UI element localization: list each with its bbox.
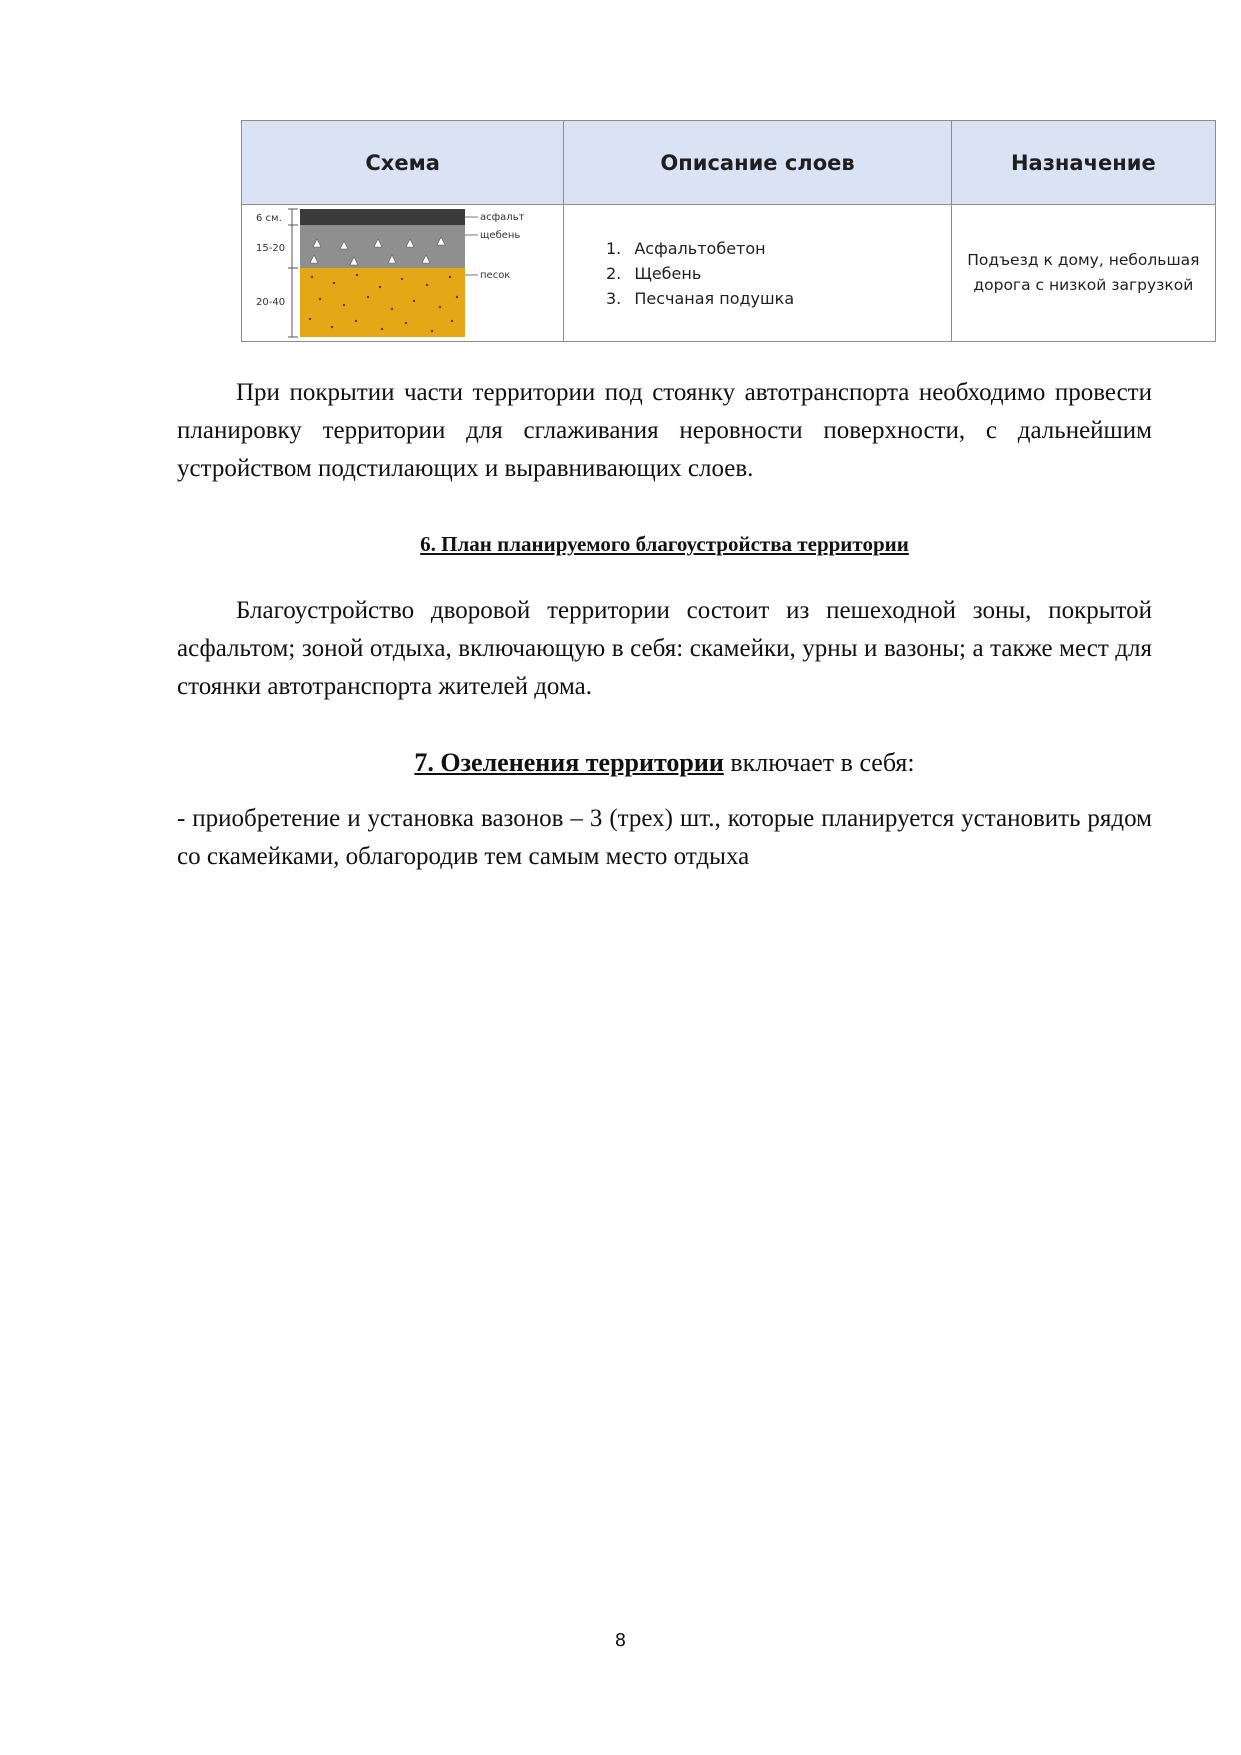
section-heading-6: 6. План планируемого благоустройства территории: [420, 532, 909, 556]
header-scheme: Схема: [242, 121, 564, 205]
gravel-layer: [300, 225, 465, 268]
paragraph-landscaping-plan: Благоустройство дворовой территории состоит из пешеходной зоны, покрытой асфальтом; зоной отдыха, включающую в себя: скамейки, урны и вазоны; а также мест для стоянки автотранспорта жителей дома.: [177, 597, 1152, 700]
road-layers-table: [241, 120, 1216, 342]
section-heading-7-title: 7. Озеленения территории: [414, 748, 724, 777]
section-heading-7-rest: включает в себя:: [723, 748, 915, 777]
layer-description-cell: [564, 205, 951, 342]
list-item: 3. Песчаная подушка: [626, 286, 950, 311]
header-purpose: Назначение: [951, 121, 1215, 205]
paragraph-planters: - приобретение и установка вазонов – 3 (трех) шт., которые планируется установить рядом со скамейками, облагородив тем самым место отдыха: [177, 805, 1152, 870]
layer-label-sand: песок: [480, 270, 511, 281]
thickness-label-gravel: 15-20: [256, 243, 286, 254]
header-layer-description: Описание слоев: [564, 121, 951, 205]
thickness-label-sand: 20-40: [256, 297, 286, 308]
layer-label-asphalt: асфальт: [480, 212, 525, 223]
table-header-row: [242, 121, 1216, 205]
list-item: 1. Асфальтобетон: [626, 236, 950, 261]
layer-label-gravel: щебень: [480, 230, 521, 241]
page-number: 8: [614, 1630, 627, 1651]
purpose-cell: Подъезд к дому, небольшая дорога с низкой загрузкой: [951, 205, 1215, 342]
scheme-cell: [242, 205, 564, 342]
asphalt-layer: [300, 209, 465, 225]
paragraph-parking-planning: При покрытии части территории под стоянку автотранспорта необходимо провести планировку территории для сглаживания неровности поверхности, с дальнейшим устройством подстилающих и выравнивающих слоев.: [177, 379, 1152, 482]
layer-scheme-diagram: [242, 205, 564, 341]
thickness-label-asphalt: 6 см.: [256, 213, 282, 224]
list-item: 2. Щебень: [626, 261, 950, 286]
sand-layer: [300, 268, 465, 337]
table-row: [242, 205, 1216, 342]
layer-list: [564, 236, 950, 311]
section-heading-7: [177, 748, 1152, 778]
